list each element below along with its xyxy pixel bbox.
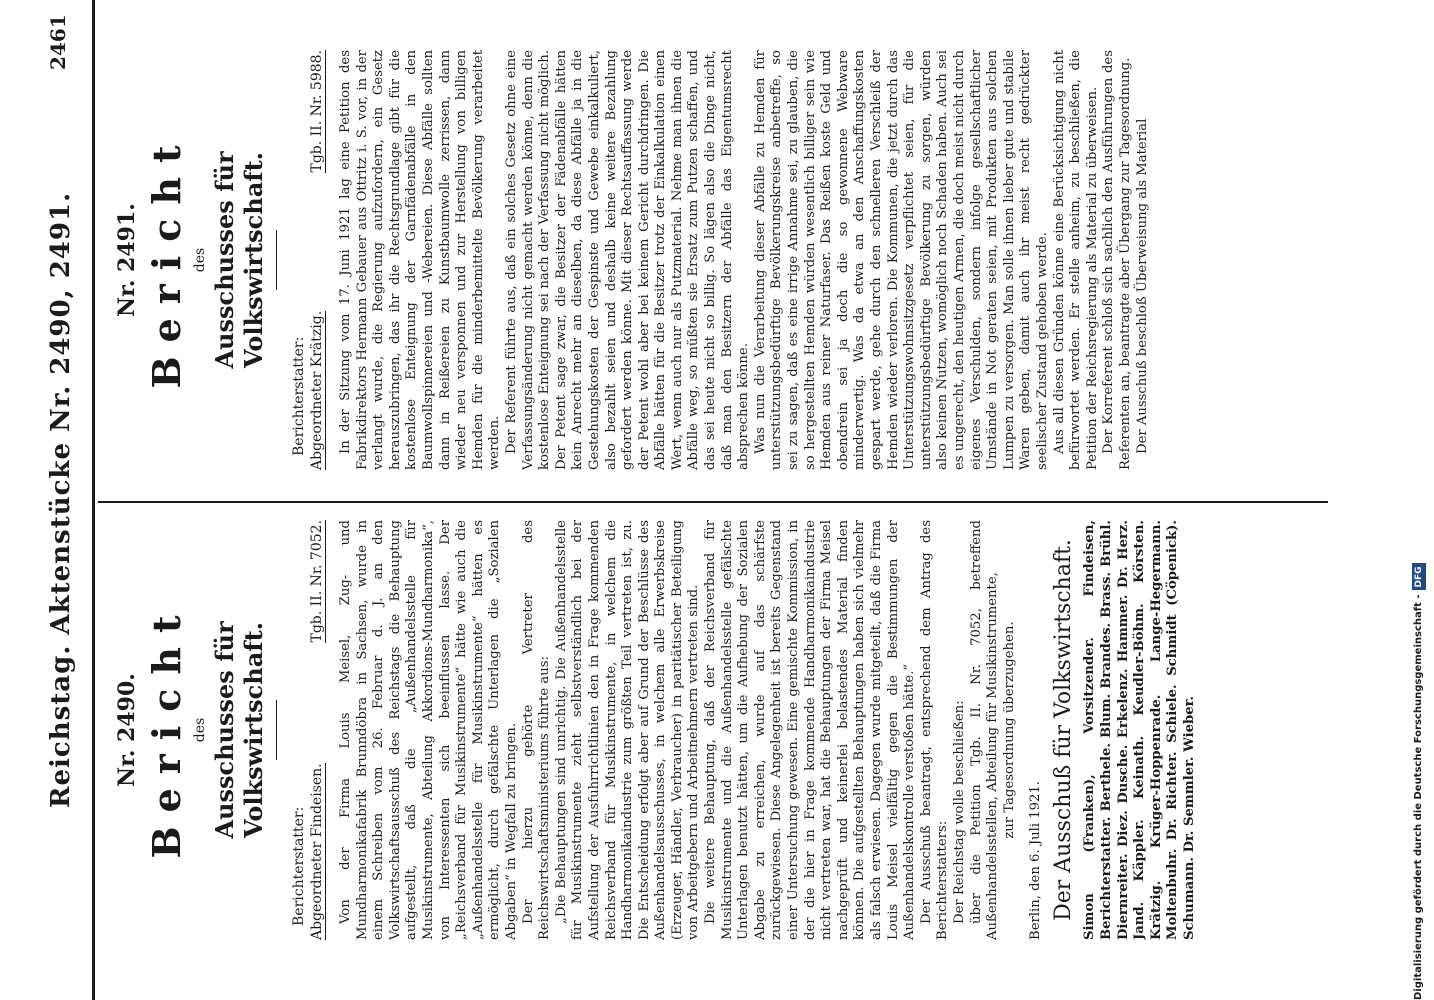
paragraph: Der Reichstag wolle beschließen: [951, 700, 967, 924]
paragraph: Die weitere Behauptung, daß der Reichsverband für Musikinstrumente und die Außenhandelsstelle gefälschte Unterlagen benutzt hätten, um die Aufhebung der Sozialen Abgabe zu erreichen, wurde auf das schärfste zurückgewiesen. Diese Angelegenheit ist bereits Gegenstand einer Untersuchung gewesen. Eine gemischte Kommission, in der die hier in Frage kommende Handharmonikaindustrie nicht vertreten war, hat die Behauptungen der Firma Meisel nachgeprüft und keinerlei belastendes Material finden können. Die aufgestellten Behauptungen haben sich vielmehr als falsch erwiesen. Dagegen wurde mitgeteilt, daß die Firma Louis Meisel vielfältig gegen die Bestimmungen der Außenhandelskontrolle verstoßen hätte.“ [703, 520, 918, 940]
committee-heading: Ausschusses für Volkswirtschaft. [210, 621, 268, 839]
committee-heading: Ausschusses für Volkswirtschaft. [210, 151, 268, 369]
paragraph: Von der Firma Louis Meisel, Zug- und Mundharmonikafabrik Brunndöbra in Sachsen, wurde in einem Schreiben vom 26. Februar d. J. an den Volkswirtschaftsausschuß des Reichstags die Behauptung aufgestellt, daß die „Außenhandelsstelle für Musikinstrumente, Abteilung Akkordions-Mundharmonika“, von Interessenten sich beeinflussen lasse. Der „Reichsverband für Musikinstrumente“ hätte wie auch die „Außenhandelsstelle für Musikinstrumente“ hätten es ermöglicht, durch gefälschte Unterlagen die „Sozialen Abgaben“ in Wegfall zu bringen. [338, 520, 519, 940]
paragraph: Der Referent führte aus, daß ein solches Gesetz ohne eine Verfassungsänderung nicht gemacht werden könne, denn die kostenlose Enteignung sei nach der Verfassung nicht möglich. Der Petent sage zwar, die Besitzer der Fädenabfälle hätten kein Anrecht mehr an dieselben, da diese Abfälle ja in die Gestehungskosten der Gespinste und Gewebe einkalkuliert, also bezahlt seien und deshalb keine weitere Bezahlung gefordert werden könne. Mit dieser Rechtsauffassung werde der Petent wohl aber bei keinem Gericht durchdringen. Die Abfälle hätten für die Besitzer trotz der Einkalkulation einen Wert, wenn auch nur als Putzmaterial. Nehme man ihnen die Abfälle weg, so müßten sie Ersatz zum Putzen schaffen, und das sei heute nicht so billig. So lägen also die Dinge nicht, daß man den Besitzern der Abfälle das Eigentumsrecht absprechen könne. [503, 50, 752, 470]
divider [276, 230, 277, 290]
report-title: Bericht [144, 131, 189, 389]
paragraph: Was nun die Verarbeitung dieser Abfälle zu Hemden für unterstützungsbedürftige Bevölkerungskreise anbetreffe, so sei zu sagen, daß es eine irrige Annahme sei, zu glauben, die so hergestellten Hemden würden wesentlich billiger sein wie Hemden aus reiner Naturfaser. Das Reißen koste Geld und obendrein sei ja doch die so gewonnene Webware minderwertig. Was da etwa an den Anschaffungskosten gespart werde, gehe durch den schnelleren Verschleiß der Hemden wieder verloren. Die Kommunen, die jetzt durch das Unterstützungswohnsitzgesetz verpflichtet seien, für die unterstützungsbedürftige Bevölkerung zu sorgen, würden also keinen Nutzen, womöglich noch Schaden haben. Auch sei es ungerecht, den heutigen Armen, die doch meist nicht durch eigenes Verschulden, sondern infolge gesellschaftlicher Umstände in Not geraten seien, mit Produkten aus solchen Lumpen zu versorgen. Man solle ihnen lieber gute und stabile Waren geben, damit auch ihr meist recht gedrückter seelischer Zustand gehoben werde. [752, 50, 1050, 470]
reporter-label: Berichterstatter: [291, 336, 307, 456]
paragraph: „Die Behauptungen sind unrichtig. Die Außenhandelsstelle für Musikinstrumente zieht selbstverständlich bei der Aufstellung der Ausfuhrrichtlinien den in Frage kommenden Reichsverband für Musikinstrumente, in welchem die Handharmonikaindustrie zum größten Teil vertreten ist, zu. Die Entscheidung erfolgt aber auf Grund der Beschlüsse des Außenhandelsausschusses, in welchem alle Erwerbskreise (Erzeuger, Händler, Verbraucher) in paritätischer Beteiligung von Arbeitgebern und Arbeitnehmern vertreten sind. [553, 520, 702, 940]
reporter-line [309, 50, 326, 470]
reporter-reference: Tgb. II. Nr. 5988. [309, 50, 325, 173]
paragraph: Aus all diesen Gründen könne eine Berücksichtigung nicht befürwortet werden. Er stelle anheim, zu beschließen, die Petition der Reichsregierung als Material zu überweisen. [1051, 50, 1100, 470]
paragraph: Der Ausschuß beantragt, entsprechend dem Antrag des Berichterstatters: [918, 520, 951, 940]
column-divider [98, 501, 1328, 503]
date-line: Berlin, den 6. Juli 1921. [1028, 781, 1044, 940]
report-2491 [108, 50, 1318, 470]
digitization-note-text [1410, 40, 1428, 1000]
paragraph: Der hierzu gehörte Vertreter des Reichswirtschaftsministeriums führte aus: [520, 520, 553, 940]
paragraph: In der Sitzung vom 17. Juni 1921 lag eine Petition des Fabrikdirektors Hermann Gebauer aus Ottritz i. S. vor, in der verlangt wurde, die Regierung aufzufordern, ein Gesetz herauszubringen, das ihr die Rechtsgrundlage gibt für die kostenlose Enteignung der Garnfädenabfälle in den Baumwollspinnereien und -Webereien. Diese Abfälle sollten dann in Reißereien zu Kunstbaumwolle zerrissen, dann wieder neu versponnen und zur Herstellung von billigen Hemden für die minderbemittelte Bevölkerung verarbeitet werden. [338, 50, 503, 470]
committee-signature: Der Ausschuß für Volkswirtschaft. [1051, 539, 1077, 921]
page-number: 2461 [46, 14, 70, 70]
digitization-credit: Digitalisierung gefördert durch die Deutsche Forschungsgemeinschaft - [1413, 594, 1424, 1000]
member-list: Simon (Franken), Vorsitzender. Findeisen, Berichterstatter. Berthele. Blum. Brandes. Brass. Brühl. Diernreiter. Diez. Dusche. Erkelenz. Hammer. Dr. Herz. Jand. Käppler. Keinath. Keudler-Böhm. Körsten. Krätzig. Krüger-Hoppenrade. Lange-Hegermann. Moltenbuhr. Dr. Richter. Schiele. Schmidt (Cöpenick). Schumann. Dr. Semmler. Wieber. [1082, 520, 1197, 940]
reporter-name: Abgeordneter Findeisen. [309, 763, 325, 940]
dfg-logo: DFG [1412, 563, 1426, 590]
report-2490 [108, 520, 1318, 940]
reporter-label: Berichterstatter: [291, 806, 307, 926]
reporter-reference: Tgb. II. Nr. 7052. [309, 520, 325, 643]
report-title: Bericht [144, 601, 189, 859]
paragraph: zur Tagesordnung überzugehen. [1001, 621, 1017, 839]
reporter-name: Abgeordneter Krätzig. [309, 310, 325, 470]
digitization-note [1410, 40, 1428, 1000]
report-title-des: des [192, 247, 208, 273]
paragraph: über die Petition Tgb. II. Nr. 7052, betreffend Außenhandelsstellen, Abteilung für Musikinstrumente, [968, 520, 1001, 940]
reporter-line [309, 520, 326, 940]
divider [276, 700, 277, 760]
paragraph: Der Korreferent schloß sich sachlich den Ausführungen des Referenten an, beantragte aber Übergang zur Tagesordnung. [1101, 50, 1133, 470]
header-rule [92, 0, 95, 1000]
report-number: Nr. 2491. [114, 203, 140, 317]
running-head: Reichstag. Aktenstücke Nr. 2490, 2491. [46, 191, 76, 809]
paragraph: Der Ausschuß beschloß Überweisung als Material [1134, 118, 1150, 454]
report-title-des: des [192, 717, 208, 743]
report-number: Nr. 2490. [114, 673, 140, 787]
